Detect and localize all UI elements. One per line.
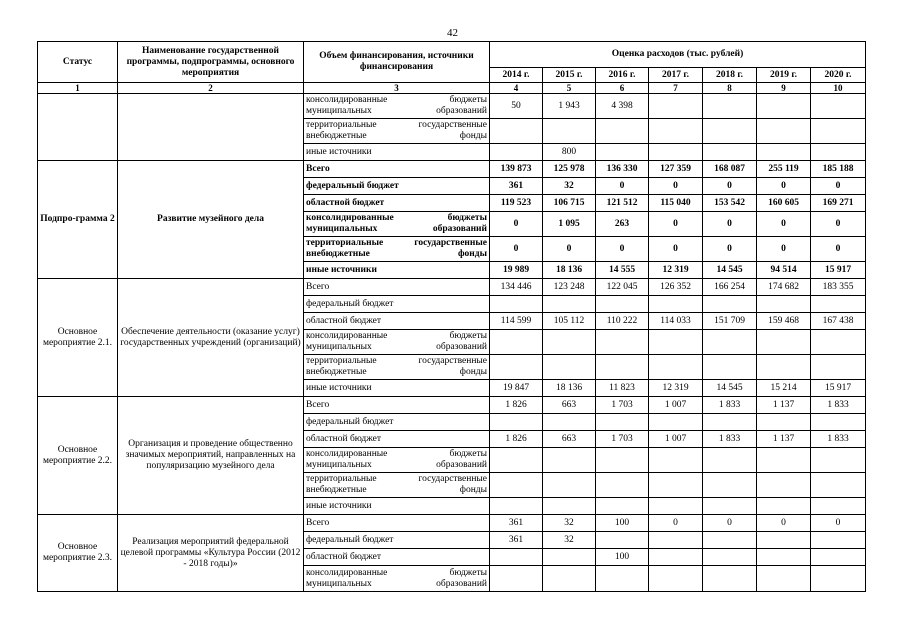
cell-amount	[703, 296, 757, 313]
cell-amount: 122 045	[596, 279, 649, 296]
cell-amount: 125 978	[543, 161, 596, 178]
row-funding-source: Всего	[304, 279, 490, 296]
cell-amount: 94 514	[757, 262, 811, 279]
cell-amount: 1 826	[490, 431, 543, 448]
row-program-name: Организация и проведение общественно значимых мероприятий, направленных на популяризацию музейного дела	[118, 397, 304, 515]
cell-amount	[703, 448, 757, 473]
cell-amount: 0	[649, 178, 703, 195]
cell-amount: 15 917	[811, 380, 866, 397]
cell-amount	[596, 355, 649, 380]
cell-amount: 15 917	[811, 262, 866, 279]
cell-amount	[596, 498, 649, 515]
row-funding-source: консолидированные бюджеты муниципальных образований	[304, 330, 490, 355]
cell-amount: 50	[490, 94, 543, 119]
row-funding-source: федеральный бюджет	[304, 414, 490, 431]
cell-amount: 106 715	[543, 195, 596, 212]
cell-amount	[757, 119, 811, 144]
cell-amount: 174 682	[757, 279, 811, 296]
cell-amount: 0	[757, 237, 811, 262]
table-body	[38, 94, 866, 592]
cell-amount: 139 873	[490, 161, 543, 178]
cell-amount	[596, 119, 649, 144]
cell-amount: 151 709	[703, 313, 757, 330]
cell-amount	[596, 448, 649, 473]
cell-amount: 0	[649, 212, 703, 237]
cell-amount: 0	[757, 212, 811, 237]
cell-amount	[490, 296, 543, 313]
header-status: Статус	[38, 42, 118, 83]
page-number: 42	[447, 27, 458, 39]
row-status: Основное мероприятие 2.3.	[38, 515, 118, 592]
column-index: 1	[38, 83, 118, 94]
cell-amount	[703, 549, 757, 566]
row-funding-source: Всего	[304, 397, 490, 414]
cell-amount	[596, 414, 649, 431]
cell-amount	[757, 330, 811, 355]
cell-amount	[703, 473, 757, 498]
cell-amount: 1 007	[649, 397, 703, 414]
cell-amount: 168 087	[703, 161, 757, 178]
cell-amount: 0	[490, 212, 543, 237]
cell-amount: 1 137	[757, 431, 811, 448]
cell-amount	[490, 355, 543, 380]
cell-amount	[811, 296, 866, 313]
cell-amount: 0	[490, 237, 543, 262]
row-program-name: Развитие музейного дела	[118, 161, 304, 279]
cell-amount	[543, 119, 596, 144]
row-funding-source: федеральный бюджет	[304, 296, 490, 313]
cell-amount: 0	[543, 237, 596, 262]
row-status: Основное мероприятие 2.2.	[38, 397, 118, 515]
cell-amount: 361	[490, 532, 543, 549]
column-index: 7	[649, 83, 703, 94]
row-funding-source: территориальные государственные внебюджетные фонды	[304, 473, 490, 498]
cell-amount: 153 542	[703, 195, 757, 212]
cell-amount: 126 352	[649, 279, 703, 296]
cell-amount	[490, 498, 543, 515]
cell-amount: 361	[490, 178, 543, 195]
row-funding-source: Всего	[304, 161, 490, 178]
cell-amount: 134 446	[490, 279, 543, 296]
cell-amount: 18 136	[543, 380, 596, 397]
header-year: 2015 г.	[543, 68, 596, 83]
cell-amount	[811, 355, 866, 380]
cell-amount	[811, 414, 866, 431]
header-finance: Объем финансирования, источники финансирования	[304, 42, 490, 83]
cell-amount	[811, 119, 866, 144]
cell-amount	[543, 448, 596, 473]
cell-amount: 121 512	[596, 195, 649, 212]
cell-amount: 1 826	[490, 397, 543, 414]
cell-amount	[490, 473, 543, 498]
cell-amount: 159 468	[757, 313, 811, 330]
row-funding-source: территориальные государственные внебюджетные фонды	[304, 355, 490, 380]
cell-amount: 14 555	[596, 262, 649, 279]
cell-amount	[543, 473, 596, 498]
cell-amount: 0	[649, 515, 703, 532]
row-program-name	[118, 94, 304, 161]
cell-amount	[757, 448, 811, 473]
cell-amount: 160 605	[757, 195, 811, 212]
row-funding-source: иные источники	[304, 144, 490, 161]
cell-amount: 1 833	[703, 397, 757, 414]
cell-amount	[490, 144, 543, 161]
cell-amount: 0	[703, 212, 757, 237]
cell-amount	[596, 330, 649, 355]
cell-amount	[543, 330, 596, 355]
row-funding-source: федеральный бюджет	[304, 178, 490, 195]
cell-amount	[757, 144, 811, 161]
cell-amount: 136 330	[596, 161, 649, 178]
cell-amount	[490, 330, 543, 355]
row-funding-source: иные источники	[304, 380, 490, 397]
cell-amount	[649, 119, 703, 144]
table-row	[38, 515, 866, 532]
cell-amount: 1 703	[596, 431, 649, 448]
cell-amount	[596, 144, 649, 161]
cell-amount	[757, 296, 811, 313]
cell-amount: 0	[649, 237, 703, 262]
column-index: 2	[118, 83, 304, 94]
column-index: 10	[811, 83, 866, 94]
cell-amount	[757, 498, 811, 515]
cell-amount	[811, 532, 866, 549]
cell-amount: 100	[596, 515, 649, 532]
cell-amount	[596, 473, 649, 498]
cell-amount	[811, 448, 866, 473]
cell-amount	[703, 566, 757, 592]
cell-amount: 185 188	[811, 161, 866, 178]
row-funding-source: областной бюджет	[304, 195, 490, 212]
cell-amount: 127 359	[649, 161, 703, 178]
cell-amount: 1 703	[596, 397, 649, 414]
cell-amount: 100	[596, 549, 649, 566]
cell-amount	[757, 566, 811, 592]
cell-amount	[703, 94, 757, 119]
cell-amount: 32	[543, 178, 596, 195]
cell-amount	[703, 330, 757, 355]
table-row	[38, 161, 866, 178]
cell-amount: 0	[811, 237, 866, 262]
cell-amount: 115 040	[649, 195, 703, 212]
table-row	[38, 397, 866, 414]
table-row	[38, 94, 866, 119]
header-year: 2017 г.	[649, 68, 703, 83]
cell-amount: 123 248	[543, 279, 596, 296]
table-header	[38, 42, 866, 94]
cell-amount	[703, 532, 757, 549]
cell-amount	[596, 566, 649, 592]
cell-amount	[543, 566, 596, 592]
cell-amount	[811, 94, 866, 119]
cell-amount	[543, 296, 596, 313]
cell-amount	[811, 144, 866, 161]
header-year: 2020 г.	[811, 68, 866, 83]
cell-amount: 0	[811, 212, 866, 237]
cell-amount	[543, 355, 596, 380]
cell-amount	[757, 549, 811, 566]
cell-amount: 19 989	[490, 262, 543, 279]
column-index: 4	[490, 83, 543, 94]
cell-amount: 1 833	[811, 431, 866, 448]
cell-amount: 119 523	[490, 195, 543, 212]
cell-amount: 0	[757, 178, 811, 195]
cell-amount	[757, 473, 811, 498]
cell-amount: 0	[757, 515, 811, 532]
column-index: 3	[304, 83, 490, 94]
row-program-name: Реализация мероприятий федеральной целевой программы «Культура России (2012 - 2018 годы)»	[118, 515, 304, 592]
cell-amount: 663	[543, 431, 596, 448]
header-name: Наименование государственной программы, подпрограммы, основного мероприятия	[118, 42, 304, 83]
cell-amount	[757, 355, 811, 380]
cell-amount: 4 398	[596, 94, 649, 119]
cell-amount	[490, 549, 543, 566]
cell-amount	[649, 498, 703, 515]
cell-amount	[811, 330, 866, 355]
cell-amount: 255 119	[757, 161, 811, 178]
header-year: 2016 г.	[596, 68, 649, 83]
cell-amount	[649, 448, 703, 473]
cell-amount	[811, 473, 866, 498]
cell-amount: 14 545	[703, 262, 757, 279]
row-funding-source: консолидированные бюджеты муниципальных образований	[304, 566, 490, 592]
cell-amount	[543, 549, 596, 566]
header-estimate: Оценка расходов (тыс. рублей)	[490, 42, 866, 68]
cell-amount	[490, 566, 543, 592]
cell-amount	[811, 566, 866, 592]
cell-amount: 110 222	[596, 313, 649, 330]
cell-amount: 0	[703, 515, 757, 532]
cell-amount: 1 095	[543, 212, 596, 237]
cell-amount	[490, 448, 543, 473]
cell-amount: 0	[703, 178, 757, 195]
cell-amount	[649, 532, 703, 549]
cell-amount: 263	[596, 212, 649, 237]
cell-amount: 169 271	[811, 195, 866, 212]
cell-amount: 167 438	[811, 313, 866, 330]
cell-amount	[649, 330, 703, 355]
cell-amount: 114 033	[649, 313, 703, 330]
budget-table	[37, 41, 866, 592]
cell-amount: 1 007	[649, 431, 703, 448]
cell-amount: 1 833	[703, 431, 757, 448]
cell-amount: 0	[703, 237, 757, 262]
cell-amount	[757, 94, 811, 119]
cell-amount: 12 319	[649, 262, 703, 279]
cell-amount	[757, 414, 811, 431]
column-index: 8	[703, 83, 757, 94]
cell-amount: 1 943	[543, 94, 596, 119]
row-funding-source: консолидированные бюджеты муниципальных образований	[304, 212, 490, 237]
cell-amount	[543, 414, 596, 431]
row-funding-source: консолидированные бюджеты муниципальных образований	[304, 94, 490, 119]
cell-amount	[811, 498, 866, 515]
cell-amount: 800	[543, 144, 596, 161]
column-index: 6	[596, 83, 649, 94]
table-row	[38, 279, 866, 296]
cell-amount	[490, 119, 543, 144]
row-funding-source: иные источники	[304, 498, 490, 515]
cell-amount: 12 319	[649, 380, 703, 397]
row-funding-source: территориальные государственные внебюджетные фонды	[304, 119, 490, 144]
cell-amount	[703, 498, 757, 515]
cell-amount	[490, 414, 543, 431]
cell-amount: 0	[811, 178, 866, 195]
cell-amount: 11 823	[596, 380, 649, 397]
cell-amount	[649, 94, 703, 119]
cell-amount	[543, 498, 596, 515]
cell-amount	[649, 566, 703, 592]
row-funding-source: консолидированные бюджеты муниципальных образований	[304, 448, 490, 473]
cell-amount: 361	[490, 515, 543, 532]
cell-amount: 0	[596, 237, 649, 262]
cell-amount	[649, 296, 703, 313]
row-funding-source: областной бюджет	[304, 431, 490, 448]
row-funding-source: областной бюджет	[304, 313, 490, 330]
cell-amount: 663	[543, 397, 596, 414]
cell-amount	[703, 119, 757, 144]
cell-amount: 105 112	[543, 313, 596, 330]
cell-amount	[596, 532, 649, 549]
row-status: Основное мероприятие 2.1.	[38, 279, 118, 397]
cell-amount	[596, 296, 649, 313]
cell-amount: 114 599	[490, 313, 543, 330]
cell-amount	[649, 414, 703, 431]
cell-amount: 32	[543, 532, 596, 549]
row-funding-source: Всего	[304, 515, 490, 532]
cell-amount: 0	[811, 515, 866, 532]
cell-amount	[649, 473, 703, 498]
header-year: 2018 г.	[703, 68, 757, 83]
cell-amount: 32	[543, 515, 596, 532]
cell-amount	[703, 355, 757, 380]
cell-amount: 1 137	[757, 397, 811, 414]
row-status: Подпро-грамма 2	[38, 161, 118, 279]
cell-amount: 183 355	[811, 279, 866, 296]
cell-amount: 1 833	[811, 397, 866, 414]
cell-amount: 166 254	[703, 279, 757, 296]
row-funding-source: федеральный бюджет	[304, 532, 490, 549]
cell-amount	[757, 532, 811, 549]
row-funding-source: иные источники	[304, 262, 490, 279]
cell-amount	[649, 144, 703, 161]
row-funding-source: областной бюджет	[304, 549, 490, 566]
cell-amount	[811, 549, 866, 566]
cell-amount	[703, 414, 757, 431]
header-year: 2019 г.	[757, 68, 811, 83]
row-funding-source: территориальные государственные внебюджетные фонды	[304, 237, 490, 262]
cell-amount	[649, 355, 703, 380]
cell-amount: 0	[596, 178, 649, 195]
cell-amount: 14 545	[703, 380, 757, 397]
cell-amount	[703, 144, 757, 161]
column-index: 9	[757, 83, 811, 94]
column-index: 5	[543, 83, 596, 94]
cell-amount: 19 847	[490, 380, 543, 397]
cell-amount: 18 136	[543, 262, 596, 279]
header-year: 2014 г.	[490, 68, 543, 83]
row-status	[38, 94, 118, 161]
cell-amount	[649, 549, 703, 566]
row-program-name: Обеспечение деятельности (оказание услуг) государственных учреждений (организаций)	[118, 279, 304, 397]
cell-amount: 15 214	[757, 380, 811, 397]
